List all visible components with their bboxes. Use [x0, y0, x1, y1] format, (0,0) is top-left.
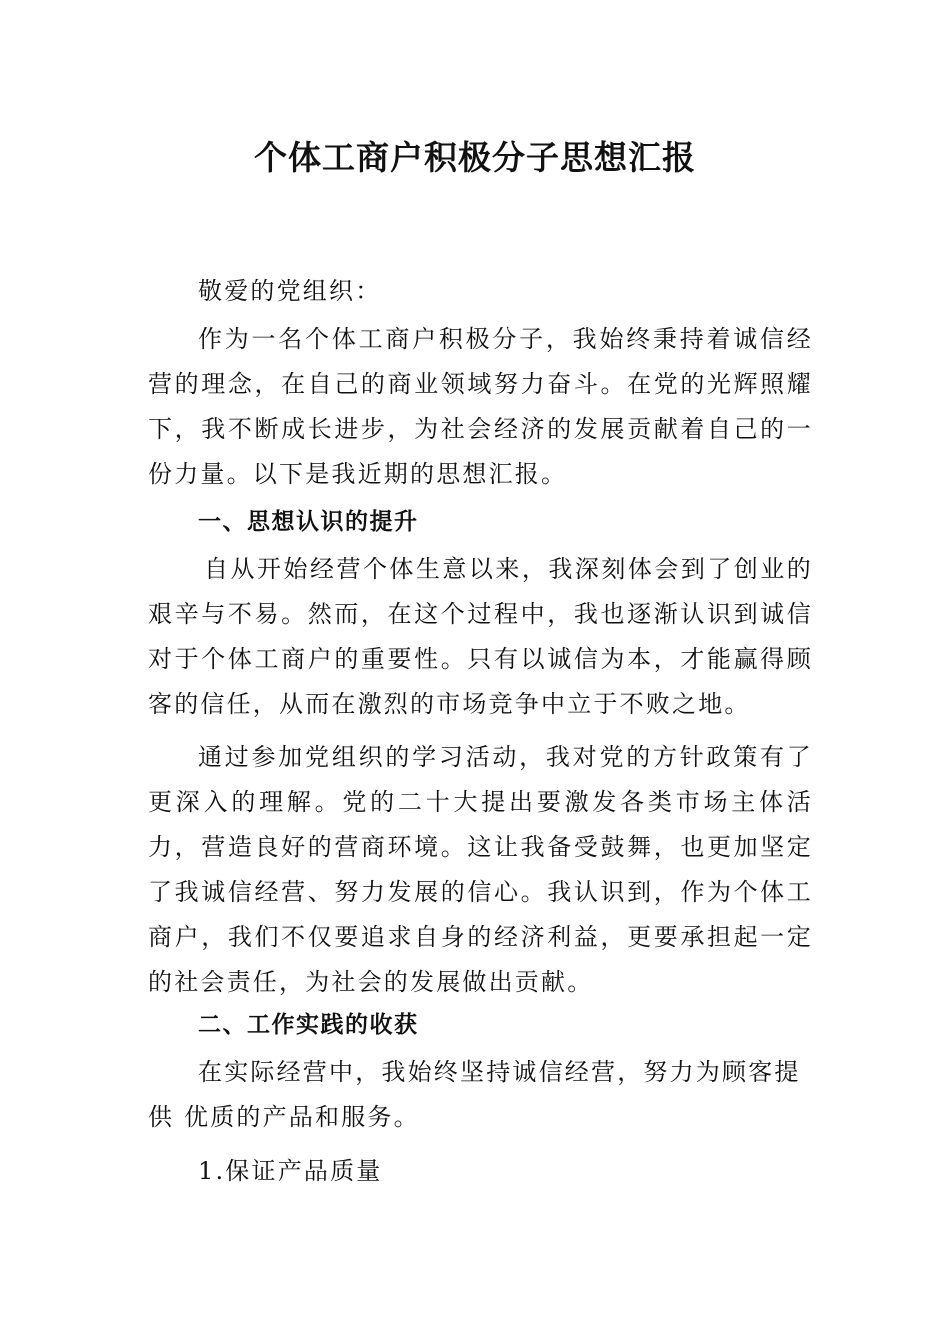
- section2-list-item-1: 1.保证产品质量: [198, 1157, 383, 1185]
- document-title: 个体工商户积极分子思想汇报: [254, 138, 696, 177]
- section2-heading: 二、工作实践的收获: [198, 1012, 419, 1038]
- intro-paragraph: 作为一名个体工商户积极分子，我始终秉持着诚信经营的理念，在自己的商业领域努力奋斗。在党的光辉照耀下，我不断成长进步，为社会经济的发展贡献着自己的一份力量。以下是我近期的思想汇报。: [148, 325, 813, 488]
- salutation: 敬爱的党组织：: [198, 277, 382, 305]
- section2-paragraph1-line1: 在实际经营中，我始终坚持诚信经营，努力为顾客提: [198, 1058, 801, 1086]
- section1-paragraph1: 自从开始经营个体生意以来，我深刻体会到了创业的艰辛与不易。然而，在这个过程中，我也逐渐认识到诚信对于个体工商户的重要性。只有以诚信为本，才能赢得顾客的信任，从而在激烈的市场竞争中立于不败之地。: [148, 555, 813, 718]
- section1-paragraph2: 通过参加党组织的学习活动，我对党的方针政策有了更深入的理解。党的二十大提出要激发各类市场主体活力，营造良好的营商环境。这让我备受鼓舞，也更加坚定了我诚信经营、努力发展的信心。我认识到，作为个体工商户，我们不仅要追求自身的经济利益，更要承担起一定的社会责任，为社会的发展做出贡献。: [148, 743, 813, 996]
- section1-heading: 一、思想认识的提升: [198, 509, 419, 535]
- section2-paragraph1-line2: 供 优质的产品和服务。: [148, 1103, 420, 1131]
